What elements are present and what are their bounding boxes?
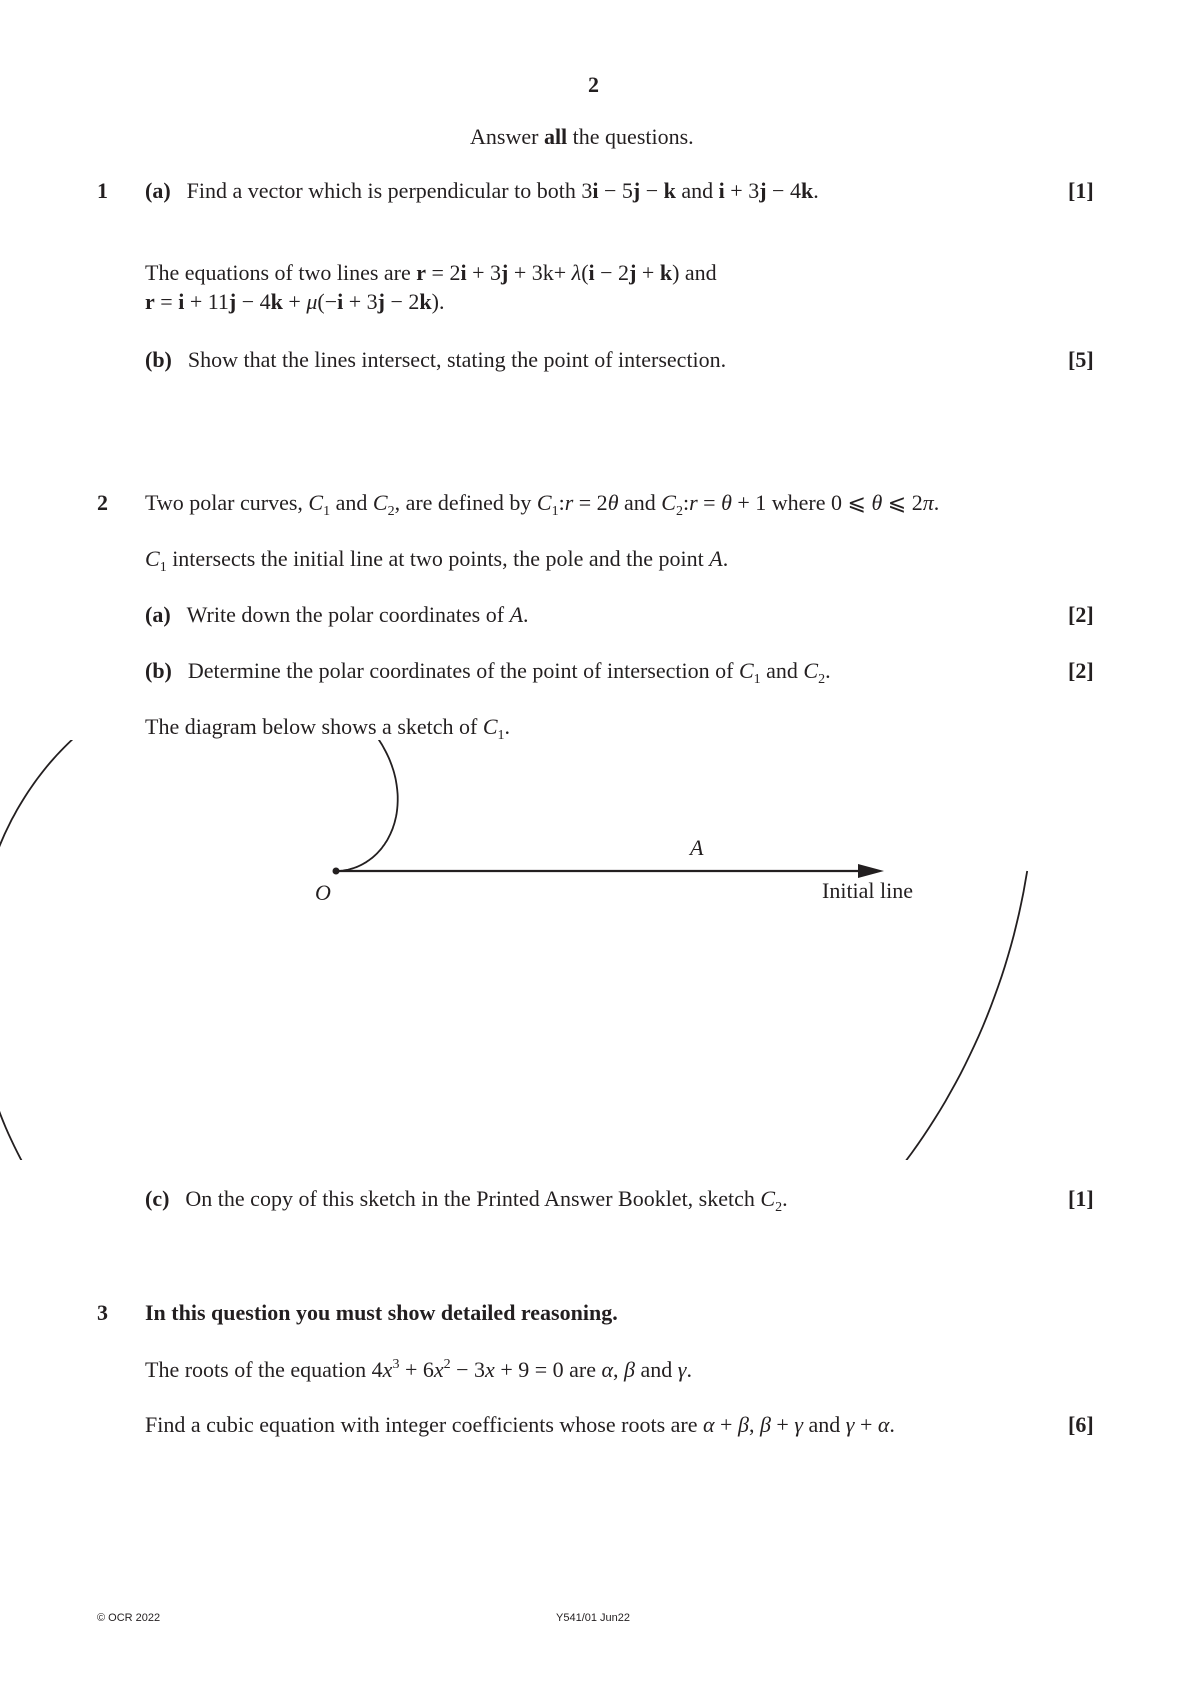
page-number: 2 <box>588 72 599 97</box>
question-1-number: 1 <box>97 178 108 203</box>
footer-copyright: © OCR 2022 <box>97 1612 161 1624</box>
question-3-number: 3 <box>97 1300 108 1325</box>
question-2b-marks: [2] <box>1068 658 1094 683</box>
question-2b: (b) Determine the polar coordinates of the point of intersection of $C_1$ and $C_2$. <box>145 658 831 687</box>
footer-paper-code: Y541/01 Jun22 <box>556 1612 631 1624</box>
question-3-heading: In this question you must show detailed reasoning. <box>145 1300 618 1325</box>
question-2a: (a) Write down the polar coordinates of A. <box>145 602 529 627</box>
question-2-intro: Two polar curves, $C_1$ and $C_2$, are defined by $C_1:r = 2\theta$ and $C_2:r = \theta + 1$ where 0 ⩽ θ ⩽ 2π. <box>145 490 940 519</box>
question-1a-marks: [1] <box>1068 178 1094 203</box>
question-3-marks: [6] <box>1068 1412 1094 1437</box>
label-initial-line: Initial line <box>822 878 914 903</box>
instructions: Answer all the questions. <box>470 124 694 149</box>
question-2c: (c) On the copy of this sketch in the Printed Answer Booklet, sketch $C_2$. <box>145 1186 788 1215</box>
question-2-number: 2 <box>97 490 108 515</box>
lines-equation-line-2: r = i + 11j − 4k + μ(−i + 3j − 2k). <box>145 289 445 314</box>
lines-equation-line-1: The equations of two lines are r = 2i + 3j + 3k+ λ(i − 2j + k) and <box>145 260 717 285</box>
question-2c-marks: [1] <box>1068 1186 1094 1211</box>
pole-point <box>333 868 340 875</box>
question-3-find: Find a cubic equation with integer coefficients whose roots are α + β, β + γ and γ + α. <box>145 1412 895 1437</box>
diagram-intro: The diagram below shows a sketch of $C_1$. <box>145 714 511 743</box>
question-2a-marks: [2] <box>1068 602 1094 627</box>
question-1a: (a) Find a vector which is perpendicular to both 3i − 5j − k and i + 3j − 4k. <box>145 178 819 203</box>
label-o: O <box>315 880 331 905</box>
question-1b-marks: [5] <box>1068 347 1094 372</box>
polar-curve-diagram <box>0 740 1191 1160</box>
curve-c1 <box>0 740 1027 1160</box>
question-3-roots: The roots of the equation $4x^3 + 6x^2 - 3x + 9 = 0$ are α, β and γ. <box>145 1357 692 1382</box>
question-1b: (b) Show that the lines intersect, stating the point of intersection. <box>145 347 727 372</box>
initial-line-arrowhead <box>858 864 884 878</box>
label-a: A <box>690 835 704 860</box>
question-2-intersects: $C_1$ intersects the initial line at two points, the pole and the point A. <box>145 546 729 575</box>
